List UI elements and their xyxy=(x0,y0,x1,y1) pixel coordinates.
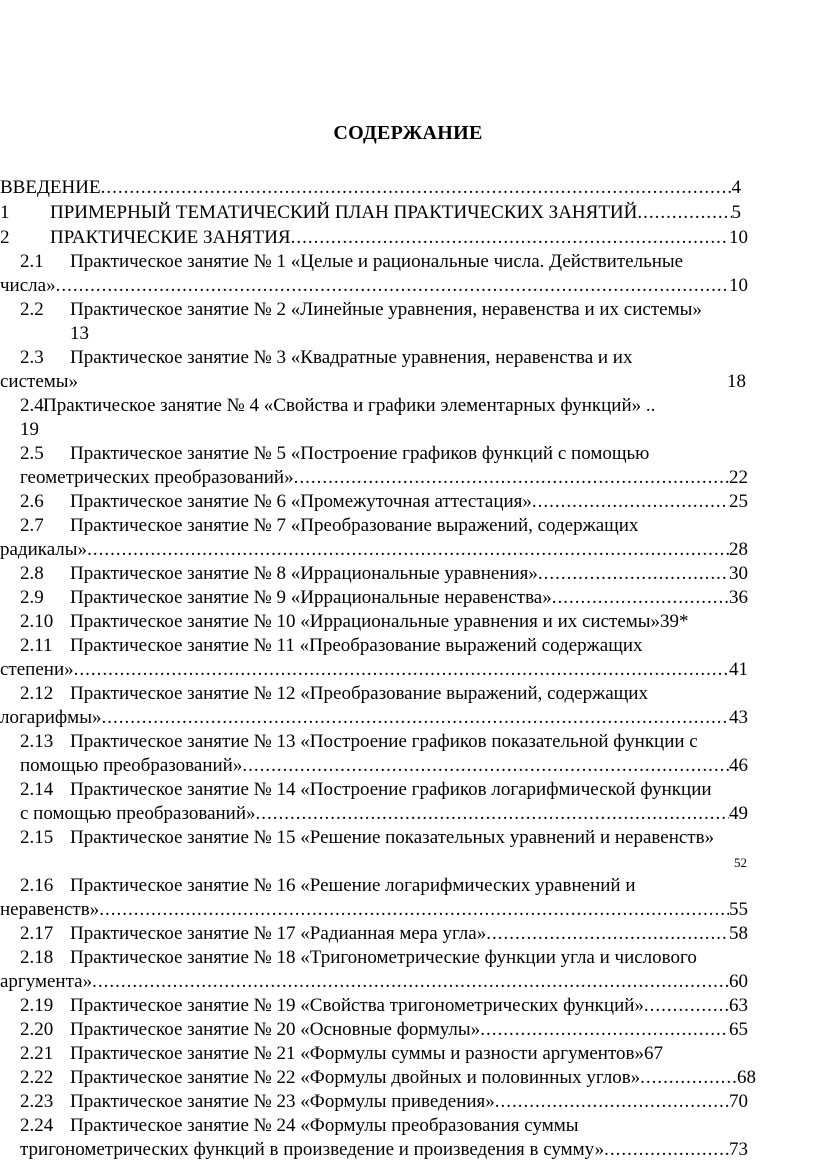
toc-entry-2-14[interactable] xyxy=(20,778,816,802)
toc-entry-2-1[interactable] xyxy=(20,250,810,274)
toc-entry-2-12-cont[interactable] xyxy=(0,706,748,730)
toc-entry-2-12[interactable] xyxy=(20,682,810,706)
toc-entry-text: Практическое занятие № 10 «Иррациональные уравнения и их системы»39* xyxy=(70,611,689,632)
toc-entry-text: геометрических преобразований» xyxy=(20,467,294,488)
toc-entry-2-18[interactable] xyxy=(20,946,816,970)
toc-entry-text: Практическое занятие № 6 «Промежуточная аттестация» xyxy=(70,491,532,512)
leader-dots xyxy=(101,706,729,730)
toc-page-number: 22 xyxy=(729,467,748,488)
toc-entry-2-8[interactable] xyxy=(20,562,748,586)
toc-page-number: 60 xyxy=(729,971,748,992)
toc-entry-text: неравенств» xyxy=(0,899,100,920)
toc-entry-number: 2.8 xyxy=(20,563,44,584)
leader-dots xyxy=(256,802,729,826)
toc-entry-2-15[interactable] xyxy=(20,826,816,850)
leader-dots xyxy=(640,1066,737,1090)
toc-entry-number: 2.18 xyxy=(20,947,54,968)
toc-entry-2-4[interactable] xyxy=(20,394,810,418)
toc-entry-text: ВВЕДЕНИЕ xyxy=(0,177,101,198)
leader-dots xyxy=(486,922,729,946)
toc-page-number: 73 xyxy=(729,1139,748,1160)
toc-entry-number: 2.11 xyxy=(20,635,53,656)
toc-entry-number: 2.20 xyxy=(20,1019,54,1040)
toc-entry-2-20[interactable] xyxy=(20,1018,748,1042)
toc-page-number: 65 xyxy=(729,1019,748,1040)
page-title: СОДЕРЖАНИЕ xyxy=(333,122,483,144)
toc-entry-text: Практическое занятие № 17 «Радианная мера угла» xyxy=(70,923,487,944)
toc-entry-2-9[interactable] xyxy=(20,586,748,610)
leader-dots xyxy=(101,176,732,200)
toc-entry-text: Практическое занятие № 1 «Целые и рациональные числа. Действительные xyxy=(70,251,684,272)
toc-entry-2-21[interactable] xyxy=(20,1042,810,1066)
toc-entry-text: Практическое занятие № 23 «Формулы приведения» xyxy=(70,1091,495,1112)
leader-dots xyxy=(242,754,729,778)
toc-page-number: 25 xyxy=(729,491,748,512)
leader-dots xyxy=(495,1090,729,1114)
toc-entry-text: Практическое занятие № 24 «Формулы преобразования суммы xyxy=(70,1115,579,1136)
toc-page-number: 58 xyxy=(729,923,748,944)
toc-entry-2-19[interactable] xyxy=(20,994,748,1018)
toc-entry-2-11-cont[interactable] xyxy=(0,658,748,682)
toc-entry-2-1-cont[interactable] xyxy=(0,274,748,298)
toc-entry-number: 2.14 xyxy=(20,779,54,800)
toc-page-number: 4 xyxy=(731,177,741,198)
toc-page-number: 19 xyxy=(20,419,39,440)
toc-entry-text: Практическое занятие № 4 «Свойства и графики элементарных функций» .. xyxy=(43,395,656,416)
toc-entry-2-17[interactable] xyxy=(20,922,748,946)
leader-dots xyxy=(92,970,729,994)
toc-entry-2-5-cont[interactable] xyxy=(20,466,748,490)
toc-entry-text: с помощью преобразований» xyxy=(20,803,256,824)
leader-dots xyxy=(538,562,729,586)
toc-entry-number: 2.3 xyxy=(20,347,44,368)
toc-entry-number: 2.23 xyxy=(20,1091,54,1112)
leader-dots xyxy=(480,1018,729,1042)
toc-entry-text: Практическое занятие № 12 «Преобразование выражений, содержащих xyxy=(70,683,648,704)
toc-entry-2-6[interactable] xyxy=(20,490,748,514)
toc-page-number: 43 xyxy=(729,707,748,728)
toc-entry-text: помощью преобразований» xyxy=(20,755,243,776)
toc-entry-2-13-cont[interactable] xyxy=(20,754,748,778)
toc-entry-number: 2.10 xyxy=(20,611,54,632)
toc-entry-2-18-cont[interactable] xyxy=(0,970,748,994)
toc-entry-intro[interactable] xyxy=(0,176,741,200)
toc-entry-2-24-cont[interactable] xyxy=(20,1138,748,1162)
toc-entry-2-24[interactable] xyxy=(20,1114,810,1138)
leader-dots xyxy=(604,1138,729,1162)
leader-dots xyxy=(644,994,729,1018)
toc-page-number: 49 xyxy=(729,803,748,824)
toc-entry-2-23[interactable] xyxy=(20,1090,748,1114)
toc-entry-1[interactable] xyxy=(0,201,741,225)
toc-entry-text: ПРАКТИЧЕСКИЕ ЗАНЯТИЯ xyxy=(50,227,291,248)
toc-entry-number: 2.21 xyxy=(20,1043,54,1064)
toc-entry-text: логарифмы» xyxy=(0,707,102,728)
toc-entry-text: системы» xyxy=(0,371,79,392)
toc-entry-number: 2.13 xyxy=(20,731,54,752)
toc-entry-number: 2.22 xyxy=(20,1067,54,1088)
toc-page-number: 46 xyxy=(729,755,748,776)
toc-entry-text: Практическое занятие № 5 «Построение графиков функций с помощью xyxy=(70,443,650,464)
toc-entry-2-11[interactable] xyxy=(20,634,810,658)
leader-dots xyxy=(532,490,729,514)
toc-page-number: 63 xyxy=(729,995,748,1016)
toc-entry-number: 2.2 xyxy=(20,299,44,320)
leader-dots xyxy=(637,201,731,225)
toc-entry-text: Практическое занятие № 11 «Преобразование выражений содержащих xyxy=(70,635,643,656)
toc-entry-text: Практическое занятие № 3 «Квадратные уравнения, неравенства и их xyxy=(70,347,633,368)
toc-entry-text: Практическое занятие № 15 «Решение показательных уравнений и неравенств» xyxy=(70,827,715,848)
toc-entry-number: 2.5 xyxy=(20,443,44,464)
toc-entry-number: 2.17 xyxy=(20,923,54,944)
toc-entry-2-10[interactable] xyxy=(20,610,810,634)
toc-entry-text: Практическое занятие № 9 «Иррациональные неравенства» xyxy=(70,587,552,608)
toc-entry-number: 2.24 xyxy=(20,1115,54,1136)
toc-page-number: 28 xyxy=(729,539,748,560)
toc-entry-text: Практическое занятие № 8 «Иррациональные уравнения» xyxy=(70,563,538,584)
toc-entry-text: Практическое занятие № 13 «Построение графиков показательной функции с xyxy=(70,731,698,752)
toc-entry-number: 2.7 xyxy=(20,515,44,536)
toc-entry-text: Практическое занятие № 22 «Формулы двойных и половинных углов» xyxy=(70,1067,641,1088)
toc-page-number: 30 xyxy=(729,563,748,584)
toc-entry-number: 2.15 xyxy=(20,827,54,848)
toc-entry-number: 1 xyxy=(0,202,10,223)
toc-entry-text: радикалы» xyxy=(0,539,88,560)
toc-entry-2-14-cont[interactable] xyxy=(20,802,748,826)
toc-page-number: 55 xyxy=(729,899,748,920)
toc-entry-2-3[interactable] xyxy=(20,346,810,370)
toc-page-number: 41 xyxy=(729,659,748,680)
toc-entry-2-13[interactable] xyxy=(20,730,816,754)
toc-page-number: 70 xyxy=(729,1091,748,1112)
toc-entry-number: 2.12 xyxy=(20,683,54,704)
leader-dots xyxy=(74,658,729,682)
toc-entry-2-7[interactable] xyxy=(20,514,810,538)
toc-page-number: 13 xyxy=(70,323,89,344)
toc-page-number: 68 xyxy=(737,1067,756,1088)
toc-entry-number: 2.9 xyxy=(20,587,44,608)
toc-page-number: 18 xyxy=(727,371,746,392)
toc-entry-text: числа» xyxy=(0,275,56,296)
toc-entry-text: Практическое занятие № 16 «Решение логарифмических уравнений и xyxy=(70,875,636,896)
toc-entry-2[interactable] xyxy=(0,226,748,250)
leader-dots xyxy=(99,898,729,922)
leader-dots xyxy=(294,466,729,490)
toc-entry-text: тригонометрических функций в произведение и произведения в сумму» xyxy=(20,1139,605,1160)
toc-entry-text: Практическое занятие № 21 «Формулы суммы и разности аргументов»67 xyxy=(70,1043,663,1064)
toc-page-number: 10 xyxy=(729,275,748,296)
toc-entry-text: ПРИМЕРНЫЙ ТЕМАТИЧЕСКИЙ ПЛАН ПРАКТИЧЕСКИХ ЗАНЯТИЙ xyxy=(50,202,638,223)
toc-entry-2-22[interactable] xyxy=(20,1066,756,1090)
leader-dots xyxy=(56,274,729,298)
toc-entry-number: 2 xyxy=(0,227,10,248)
leader-dots xyxy=(291,226,729,250)
toc-entry-text: Практическое занятие № 20 «Основные формулы» xyxy=(70,1019,481,1040)
toc-page-number: 36 xyxy=(729,587,748,608)
toc-entry-text: степени» xyxy=(0,659,74,680)
toc-entry-2-5[interactable] xyxy=(20,442,810,466)
toc-page-number: 10 xyxy=(729,227,748,248)
toc-entry-2-16-cont[interactable] xyxy=(0,898,748,922)
toc-entry-text: Практическое занятие № 18 «Тригонометрические функции угла и числового xyxy=(70,947,697,968)
toc-entry-text: Практическое занятие № 14 «Построение графиков логарифмической функции xyxy=(70,779,712,800)
leader-dots xyxy=(87,538,729,562)
leader-dots xyxy=(552,586,729,610)
toc-entry-2-7-cont[interactable] xyxy=(0,538,748,562)
toc-entry-text: Практическое занятие № 2 «Линейные уравнения, неравенства и их системы» xyxy=(70,299,702,320)
toc-entry-number: 2.1 xyxy=(20,251,44,272)
toc-entry-text: Практическое занятие № 7 «Преобразование выражений, содержащих xyxy=(70,515,639,536)
toc-page-number: 52 xyxy=(734,855,747,870)
toc-entry-text: аргумента» xyxy=(0,971,93,992)
toc-entry-text: Практическое занятие № 19 «Свойства тригонометрических функций» xyxy=(70,995,644,1016)
toc-entry-number: 2.16 xyxy=(20,875,54,896)
toc-entry-2-2[interactable] xyxy=(20,298,816,322)
toc-entry-number: 2.6 xyxy=(20,491,44,512)
toc-page-number: 5 xyxy=(731,202,741,223)
toc-entry-number: 2.4 xyxy=(20,395,44,416)
toc-entry-2-16[interactable] xyxy=(20,874,810,898)
toc-entry-number: 2.19 xyxy=(20,995,54,1016)
